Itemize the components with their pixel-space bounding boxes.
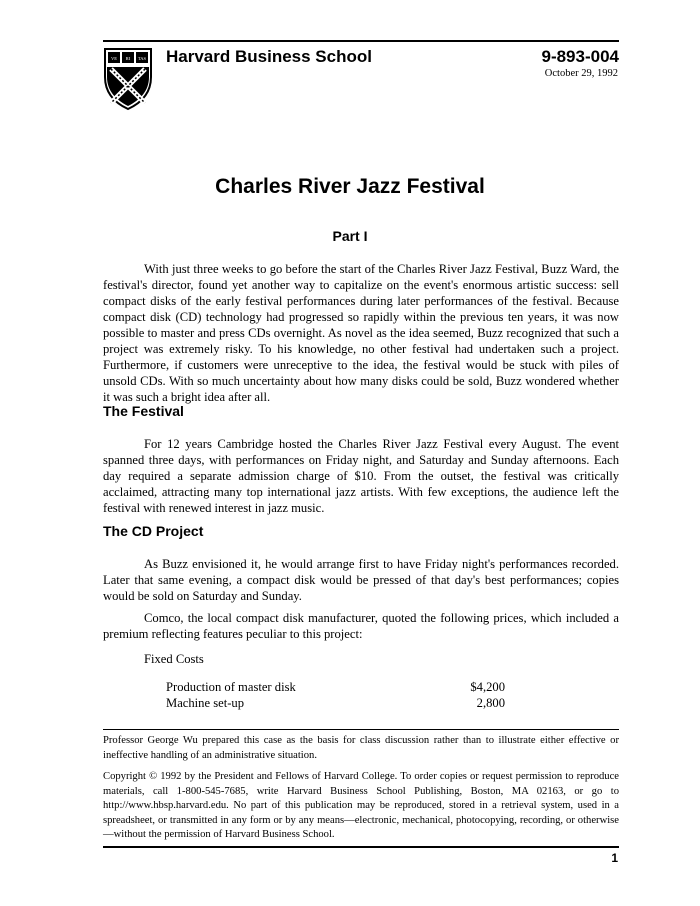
- copyright-notice: Copyright © 1992 by the President and Fellows of Harvard College. To order copies or request permission to reproduce materials, call 1-800-545-7685, write Harvard Business School Publishing, Boston, MA 02163, or go to http://www.hbsp.harvard.edu. No part of this publication may be reproduced, stored in a retrieval system, used in a spreadsheet, or transmitted in any form or by any means—electronic, mechanical, photocopying, recording, or otherwise—without the permission of Harvard Business School.: [103, 771, 619, 840]
- header-rule: [103, 40, 619, 42]
- cd-project-paragraph-2: [103, 610, 619, 642]
- cd-project-paragraph-2-text: Comco, the local compact disk manufacturer, quoted the following prices, which included a premium reflecting features peculiar to this project:: [103, 611, 619, 641]
- svg-text:TAS: TAS: [137, 56, 147, 61]
- svg-text:RI: RI: [125, 56, 131, 61]
- cd-project-paragraph-1: [103, 556, 619, 604]
- section-heading-festival: The Festival: [103, 403, 184, 419]
- footnote-rule: [103, 729, 619, 730]
- cost-amount: $4,200: [470, 680, 505, 694]
- cost-amount: 2,800: [476, 696, 505, 710]
- intro-paragraph-text: With just three weeks to go before the start of the Charles River Jazz Festival, Buzz Ward, the festival's director, found yet another way to capitalize on the event's enormous artistic success: sell compact disks of the early festival performances during later performances of the festival. Because compact disk (CD) technology had progressed so rapidly within the previous ten years, it was now possible to master and press CDs overnight. As novel as the idea seemed, Buzz recognized that such a project was extremely risky. To his knowledge, no other festival had undertaken such a project. Furthermore, if customers were unreceptive to the idea, the festival would be stuck with piles of unsold CDs. With so much uncertainty about how many disks could be sold, Buzz wondered whether it was such a bright idea after all.: [103, 262, 619, 404]
- svg-text:VE: VE: [111, 56, 117, 61]
- cost-row: [166, 680, 505, 695]
- festival-paragraph-text: For 12 years Cambridge hosted the Charles River Jazz Festival every August. The event spanned three days, with performances on Friday night, and Saturday and Sunday afternoons. Each day required a separate admission charge of $10. From the outset, the festival was critically acclaimed, attracting many top international jazz artists. With few exceptions, the audience left the festival with renewed interest in jazz music.: [103, 437, 619, 515]
- part-heading: Part I: [332, 228, 368, 244]
- cost-row: [166, 696, 505, 711]
- intro-paragraph: [103, 261, 619, 405]
- school-name: Harvard Business School: [166, 47, 372, 66]
- footer-rule: [103, 846, 619, 848]
- page-number: 1: [611, 851, 618, 865]
- cost-item: Production of master disk: [166, 680, 296, 694]
- author-note: Professor George Wu prepared this case as the basis for class discussion rather than to illustrate either effective or ineffective handling of an administrative situation.: [103, 735, 619, 761]
- section-heading-cd-project: The CD Project: [103, 523, 204, 539]
- cd-project-paragraph-1-text: As Buzz envisioned it, he would arrange first to have Friday night's performances recorded. Later that same evening, a compact disk would be pressed of that day's best performances; copies would be sold on Saturday and Sunday.: [103, 557, 619, 603]
- document-title: Charles River Jazz Festival: [215, 175, 485, 198]
- case-date: October 29, 1992: [544, 68, 618, 79]
- festival-paragraph: [103, 436, 619, 516]
- fixed-costs-label: Fixed Costs: [144, 652, 204, 666]
- harvard-shield-logo: [103, 47, 153, 111]
- cost-item: Machine set-up: [166, 696, 244, 710]
- case-number: 9-893-004: [541, 47, 619, 66]
